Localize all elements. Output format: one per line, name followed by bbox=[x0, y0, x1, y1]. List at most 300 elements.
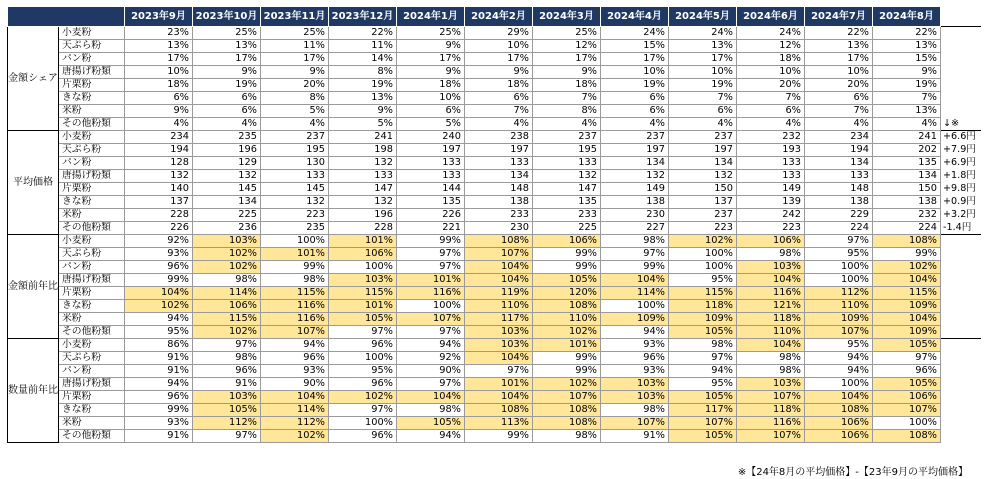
value-cell: 149 bbox=[737, 183, 805, 196]
value-cell: 117% bbox=[465, 313, 533, 326]
value-cell: 94% bbox=[805, 352, 873, 365]
value-cell: 120% bbox=[533, 287, 601, 300]
value-cell: 97% bbox=[601, 248, 669, 261]
value-cell: 6% bbox=[601, 92, 669, 105]
value-cell: 115% bbox=[873, 287, 941, 300]
value-cell: 6% bbox=[465, 92, 533, 105]
value-cell: 114% bbox=[601, 287, 669, 300]
month-header: 2024年7月 bbox=[805, 7, 873, 27]
value-cell: 99% bbox=[125, 274, 193, 287]
value-cell: 104% bbox=[125, 287, 193, 300]
value-cell: 4% bbox=[737, 118, 805, 131]
value-cell: 193 bbox=[737, 144, 805, 157]
value-cell: 99% bbox=[533, 261, 601, 274]
value-cell: 241 bbox=[873, 131, 941, 144]
value-cell: 100% bbox=[669, 248, 737, 261]
table-body bbox=[8, 27, 981, 443]
table-row bbox=[8, 352, 981, 365]
value-cell: 22% bbox=[805, 27, 873, 40]
value-cell: 98% bbox=[601, 235, 669, 248]
value-cell: 102% bbox=[261, 430, 329, 443]
value-cell: 101% bbox=[397, 274, 465, 287]
value-cell: 6% bbox=[601, 105, 669, 118]
price-change-note bbox=[941, 79, 981, 92]
price-change-note bbox=[941, 105, 981, 118]
value-cell: 22% bbox=[873, 27, 941, 40]
value-cell: 17% bbox=[125, 53, 193, 66]
group-label: 金額前年比 bbox=[8, 235, 59, 339]
value-cell: 15% bbox=[601, 40, 669, 53]
value-cell: 96% bbox=[601, 352, 669, 365]
value-cell: 13% bbox=[805, 40, 873, 53]
value-cell: 100% bbox=[669, 261, 737, 274]
value-cell: 116% bbox=[261, 300, 329, 313]
value-cell: 98% bbox=[737, 248, 805, 261]
value-cell: 95% bbox=[805, 248, 873, 261]
value-cell: 99% bbox=[601, 261, 669, 274]
value-cell: 108% bbox=[533, 300, 601, 313]
value-cell: 112% bbox=[193, 417, 261, 430]
value-cell: 8% bbox=[533, 105, 601, 118]
value-cell: 105% bbox=[533, 274, 601, 287]
value-cell: 135 bbox=[533, 196, 601, 209]
value-cell: 105% bbox=[397, 417, 465, 430]
value-cell: 7% bbox=[669, 92, 737, 105]
header-corner bbox=[8, 7, 125, 27]
value-cell: 98% bbox=[533, 430, 601, 443]
value-cell: 101% bbox=[465, 378, 533, 391]
value-cell: 99% bbox=[261, 261, 329, 274]
table-row bbox=[8, 235, 981, 248]
value-cell: 230 bbox=[601, 209, 669, 222]
item-label: きな粉 bbox=[59, 92, 125, 105]
group-label: 金額シェア bbox=[8, 27, 59, 131]
price-change-note: +0.9円 bbox=[943, 196, 976, 207]
price-change-note: +7.9円 bbox=[943, 144, 976, 155]
value-cell: 4% bbox=[261, 118, 329, 131]
value-cell: 99% bbox=[533, 365, 601, 378]
value-cell: 13% bbox=[669, 40, 737, 53]
value-cell: 10% bbox=[397, 92, 465, 105]
value-cell: 197 bbox=[397, 144, 465, 157]
value-cell: 97% bbox=[193, 339, 261, 352]
value-cell: 107% bbox=[261, 326, 329, 339]
header-row bbox=[8, 7, 981, 27]
value-cell: 94% bbox=[805, 365, 873, 378]
value-cell: 103% bbox=[193, 235, 261, 248]
value-cell: 95% bbox=[329, 365, 397, 378]
value-cell: 97% bbox=[805, 235, 873, 248]
table-row bbox=[8, 378, 981, 391]
value-cell: 132 bbox=[601, 170, 669, 183]
value-cell: 232 bbox=[737, 131, 805, 144]
value-cell: 105% bbox=[873, 339, 941, 352]
item-label: 唐揚げ粉類 bbox=[59, 66, 125, 79]
value-cell: 102% bbox=[193, 261, 261, 274]
value-cell: 139 bbox=[737, 196, 805, 209]
value-cell: 93% bbox=[601, 365, 669, 378]
value-cell: 104% bbox=[601, 274, 669, 287]
value-cell: 108% bbox=[533, 417, 601, 430]
table-row bbox=[8, 274, 981, 287]
value-cell: 147 bbox=[533, 183, 601, 196]
value-cell: 4% bbox=[805, 118, 873, 131]
value-cell: 132 bbox=[329, 196, 397, 209]
value-cell: 7% bbox=[533, 92, 601, 105]
value-cell: 13% bbox=[193, 40, 261, 53]
value-cell: 17% bbox=[669, 53, 737, 66]
value-cell: 223 bbox=[261, 209, 329, 222]
footnote: ※【24年8月の平均価格】-【23年9月の平均価格】 bbox=[737, 467, 968, 478]
value-cell: 96% bbox=[873, 365, 941, 378]
value-cell: 230 bbox=[465, 222, 533, 235]
table-row bbox=[8, 183, 981, 196]
value-cell: 97% bbox=[397, 248, 465, 261]
value-cell: 129 bbox=[193, 157, 261, 170]
price-change-note bbox=[941, 365, 981, 378]
value-cell: 118% bbox=[669, 300, 737, 313]
item-label: 片栗粉 bbox=[59, 183, 125, 196]
value-cell: 107% bbox=[397, 313, 465, 326]
price-change-note bbox=[941, 404, 981, 417]
value-cell: 96% bbox=[329, 339, 397, 352]
value-cell: 104% bbox=[261, 391, 329, 404]
value-cell: 23% bbox=[125, 27, 193, 40]
value-cell: 10% bbox=[601, 66, 669, 79]
value-cell: 104% bbox=[737, 339, 805, 352]
value-cell: 9% bbox=[193, 66, 261, 79]
value-cell: 20% bbox=[261, 79, 329, 92]
table-row bbox=[8, 417, 981, 430]
value-cell: 113% bbox=[465, 417, 533, 430]
value-cell: 19% bbox=[669, 79, 737, 92]
group-label: 平均価格 bbox=[8, 131, 59, 235]
value-cell: 107% bbox=[533, 391, 601, 404]
value-cell: 228 bbox=[125, 209, 193, 222]
price-change-note bbox=[941, 40, 981, 53]
value-cell: 133 bbox=[397, 157, 465, 170]
value-cell: 197 bbox=[669, 144, 737, 157]
value-cell: 234 bbox=[805, 131, 873, 144]
value-cell: 107% bbox=[737, 430, 805, 443]
value-cell: 145 bbox=[261, 183, 329, 196]
value-cell: 13% bbox=[873, 40, 941, 53]
value-cell: 106% bbox=[805, 417, 873, 430]
value-cell: 97% bbox=[397, 326, 465, 339]
value-cell: 18% bbox=[533, 79, 601, 92]
value-cell: 119% bbox=[465, 287, 533, 300]
value-cell: 7% bbox=[465, 105, 533, 118]
value-cell: 240 bbox=[397, 131, 465, 144]
item-label: 片栗粉 bbox=[59, 391, 125, 404]
value-cell: 229 bbox=[805, 209, 873, 222]
value-cell: 94% bbox=[397, 339, 465, 352]
value-cell: 12% bbox=[737, 40, 805, 53]
value-cell: 102% bbox=[533, 378, 601, 391]
value-cell: 115% bbox=[193, 313, 261, 326]
value-cell: 133 bbox=[261, 170, 329, 183]
value-cell: 93% bbox=[125, 417, 193, 430]
value-cell: 137 bbox=[125, 196, 193, 209]
value-cell: 97% bbox=[465, 365, 533, 378]
table-row bbox=[8, 170, 981, 183]
price-change-note bbox=[941, 417, 981, 430]
value-cell: 133 bbox=[737, 170, 805, 183]
value-cell: 105% bbox=[669, 430, 737, 443]
value-cell: 150 bbox=[873, 183, 941, 196]
value-cell: 194 bbox=[805, 144, 873, 157]
value-cell: 197 bbox=[465, 144, 533, 157]
value-cell: 22% bbox=[329, 27, 397, 40]
value-cell: 228 bbox=[329, 222, 397, 235]
price-change-note: ↓※ bbox=[943, 117, 960, 129]
value-cell: 108% bbox=[533, 404, 601, 417]
value-cell: 25% bbox=[261, 27, 329, 40]
value-cell: 148 bbox=[465, 183, 533, 196]
price-change-note bbox=[941, 378, 981, 391]
value-cell: 237 bbox=[669, 131, 737, 144]
value-cell: 107% bbox=[737, 391, 805, 404]
value-cell: 18% bbox=[465, 79, 533, 92]
value-cell: 137 bbox=[669, 196, 737, 209]
value-cell: 98% bbox=[669, 339, 737, 352]
value-cell: 118% bbox=[737, 404, 805, 417]
value-cell: 96% bbox=[193, 365, 261, 378]
table-row bbox=[8, 404, 981, 417]
table-row bbox=[8, 118, 981, 131]
value-cell: 110% bbox=[533, 313, 601, 326]
value-cell: 104% bbox=[465, 261, 533, 274]
value-cell: 103% bbox=[737, 378, 805, 391]
month-header: 2024年4月 bbox=[601, 7, 669, 27]
value-cell: 96% bbox=[261, 352, 329, 365]
value-cell: 112% bbox=[261, 417, 329, 430]
value-cell: 9% bbox=[329, 105, 397, 118]
value-cell: 242 bbox=[737, 209, 805, 222]
value-cell: 104% bbox=[465, 274, 533, 287]
price-change-note bbox=[941, 53, 981, 66]
value-cell: 18% bbox=[125, 79, 193, 92]
table-row bbox=[8, 40, 981, 53]
value-cell: 100% bbox=[329, 352, 397, 365]
value-cell: 134 bbox=[601, 157, 669, 170]
value-cell: 4% bbox=[193, 118, 261, 131]
value-cell: 132 bbox=[329, 157, 397, 170]
item-label: 天ぷら粉 bbox=[59, 40, 125, 53]
value-cell: 10% bbox=[805, 66, 873, 79]
month-header: 2023年12月 bbox=[329, 7, 397, 27]
value-cell: 6% bbox=[805, 92, 873, 105]
price-change-note: +9.8円 bbox=[943, 183, 976, 194]
value-cell: 91% bbox=[193, 378, 261, 391]
value-cell: 19% bbox=[601, 79, 669, 92]
month-header: 2023年9月 bbox=[125, 7, 193, 27]
value-cell: 99% bbox=[465, 430, 533, 443]
value-cell: 145 bbox=[193, 183, 261, 196]
value-cell: 5% bbox=[329, 118, 397, 131]
value-cell: 100% bbox=[601, 300, 669, 313]
value-cell: 8% bbox=[329, 66, 397, 79]
value-cell: 202 bbox=[873, 144, 941, 157]
value-cell: 91% bbox=[125, 365, 193, 378]
value-cell: 106% bbox=[329, 248, 397, 261]
item-label: 片栗粉 bbox=[59, 287, 125, 300]
value-cell: 5% bbox=[397, 118, 465, 131]
value-cell: 10% bbox=[669, 66, 737, 79]
item-label: 米粉 bbox=[59, 417, 125, 430]
table-row bbox=[8, 391, 981, 404]
value-cell: 132 bbox=[533, 170, 601, 183]
value-cell: 95% bbox=[125, 326, 193, 339]
price-change-note bbox=[941, 313, 981, 326]
value-cell: 115% bbox=[261, 287, 329, 300]
value-cell: 94% bbox=[261, 339, 329, 352]
value-cell: 92% bbox=[125, 235, 193, 248]
value-cell: 232 bbox=[873, 209, 941, 222]
flour-sales-table bbox=[7, 6, 981, 443]
value-cell: 7% bbox=[873, 92, 941, 105]
price-change-note: +6.9円 bbox=[943, 157, 976, 168]
value-cell: 233 bbox=[465, 209, 533, 222]
value-cell: 7% bbox=[805, 105, 873, 118]
value-cell: 234 bbox=[125, 131, 193, 144]
value-cell: 99% bbox=[533, 352, 601, 365]
value-cell: 135 bbox=[873, 157, 941, 170]
value-cell: 116% bbox=[261, 313, 329, 326]
value-cell: 98% bbox=[261, 274, 329, 287]
value-cell: 9% bbox=[397, 66, 465, 79]
value-cell: 133 bbox=[805, 170, 873, 183]
value-cell: 9% bbox=[873, 66, 941, 79]
value-cell: 128 bbox=[125, 157, 193, 170]
price-change-note bbox=[941, 326, 981, 339]
value-cell: 17% bbox=[261, 53, 329, 66]
value-cell: 134 bbox=[465, 170, 533, 183]
value-cell: 225 bbox=[193, 209, 261, 222]
value-cell: 25% bbox=[533, 27, 601, 40]
value-cell: 98% bbox=[193, 352, 261, 365]
value-cell: 94% bbox=[397, 430, 465, 443]
price-change-note bbox=[941, 391, 981, 404]
table-row bbox=[8, 365, 981, 378]
price-change-note bbox=[941, 66, 981, 79]
value-cell: 97% bbox=[397, 261, 465, 274]
value-cell: 237 bbox=[261, 131, 329, 144]
value-cell: 197 bbox=[601, 144, 669, 157]
value-cell: 117% bbox=[669, 404, 737, 417]
value-cell: 196 bbox=[329, 209, 397, 222]
table-row bbox=[8, 326, 981, 339]
value-cell: 101% bbox=[261, 248, 329, 261]
table-row bbox=[8, 157, 981, 170]
value-cell: 4% bbox=[873, 118, 941, 131]
value-cell: 134 bbox=[669, 157, 737, 170]
value-cell: 29% bbox=[465, 27, 533, 40]
value-cell: 94% bbox=[125, 313, 193, 326]
value-cell: 102% bbox=[329, 391, 397, 404]
price-change-note bbox=[941, 261, 981, 274]
value-cell: 134 bbox=[805, 157, 873, 170]
value-cell: 198 bbox=[329, 144, 397, 157]
value-cell: 104% bbox=[465, 391, 533, 404]
value-cell: 237 bbox=[533, 131, 601, 144]
item-label: 小麦粉 bbox=[59, 27, 125, 40]
item-label: 天ぷら粉 bbox=[59, 248, 125, 261]
value-cell: 96% bbox=[329, 430, 397, 443]
value-cell: 99% bbox=[533, 248, 601, 261]
value-cell: 101% bbox=[329, 235, 397, 248]
value-cell: 106% bbox=[873, 391, 941, 404]
value-cell: 106% bbox=[737, 235, 805, 248]
item-label: 米粉 bbox=[59, 313, 125, 326]
item-label: パン粉 bbox=[59, 365, 125, 378]
value-cell: 8% bbox=[261, 92, 329, 105]
value-cell: 9% bbox=[261, 66, 329, 79]
value-cell: 114% bbox=[261, 404, 329, 417]
value-cell: 132 bbox=[669, 170, 737, 183]
item-label: 米粉 bbox=[59, 209, 125, 222]
item-label: きな粉 bbox=[59, 300, 125, 313]
value-cell: 105% bbox=[669, 326, 737, 339]
item-label: パン粉 bbox=[59, 53, 125, 66]
value-cell: 237 bbox=[601, 131, 669, 144]
table-row bbox=[8, 287, 981, 300]
value-cell: 104% bbox=[873, 274, 941, 287]
value-cell: 99% bbox=[873, 248, 941, 261]
value-cell: 10% bbox=[737, 66, 805, 79]
value-cell: 108% bbox=[465, 404, 533, 417]
value-cell: 91% bbox=[601, 430, 669, 443]
value-cell: 19% bbox=[329, 79, 397, 92]
value-cell: 98% bbox=[737, 365, 805, 378]
value-cell: 106% bbox=[805, 430, 873, 443]
value-cell: 235 bbox=[193, 131, 261, 144]
value-cell: 104% bbox=[465, 352, 533, 365]
value-cell: 97% bbox=[873, 352, 941, 365]
value-cell: 107% bbox=[805, 326, 873, 339]
value-cell: 100% bbox=[805, 274, 873, 287]
value-cell: 86% bbox=[125, 339, 193, 352]
value-cell: 105% bbox=[329, 313, 397, 326]
value-cell: 101% bbox=[329, 300, 397, 313]
value-cell: 90% bbox=[397, 365, 465, 378]
table-row bbox=[8, 209, 981, 222]
value-cell: 109% bbox=[669, 313, 737, 326]
month-header: 2024年1月 bbox=[397, 7, 465, 27]
value-cell: 97% bbox=[329, 404, 397, 417]
value-cell: 17% bbox=[533, 53, 601, 66]
value-cell: 110% bbox=[465, 300, 533, 313]
value-cell: 114% bbox=[193, 287, 261, 300]
item-label: 天ぷら粉 bbox=[59, 144, 125, 157]
value-cell: 109% bbox=[601, 313, 669, 326]
value-cell: 103% bbox=[465, 339, 533, 352]
item-label: その他粉類 bbox=[59, 222, 125, 235]
value-cell: 115% bbox=[329, 287, 397, 300]
value-cell: 93% bbox=[261, 365, 329, 378]
value-cell: 104% bbox=[737, 274, 805, 287]
value-cell: 15% bbox=[873, 53, 941, 66]
value-cell: 106% bbox=[533, 235, 601, 248]
value-cell: 96% bbox=[125, 261, 193, 274]
value-cell: 17% bbox=[805, 53, 873, 66]
value-cell: 224 bbox=[805, 222, 873, 235]
value-cell: 12% bbox=[533, 40, 601, 53]
note-header bbox=[941, 7, 981, 27]
value-cell: 144 bbox=[397, 183, 465, 196]
value-cell: 194 bbox=[125, 144, 193, 157]
value-cell: 91% bbox=[125, 352, 193, 365]
